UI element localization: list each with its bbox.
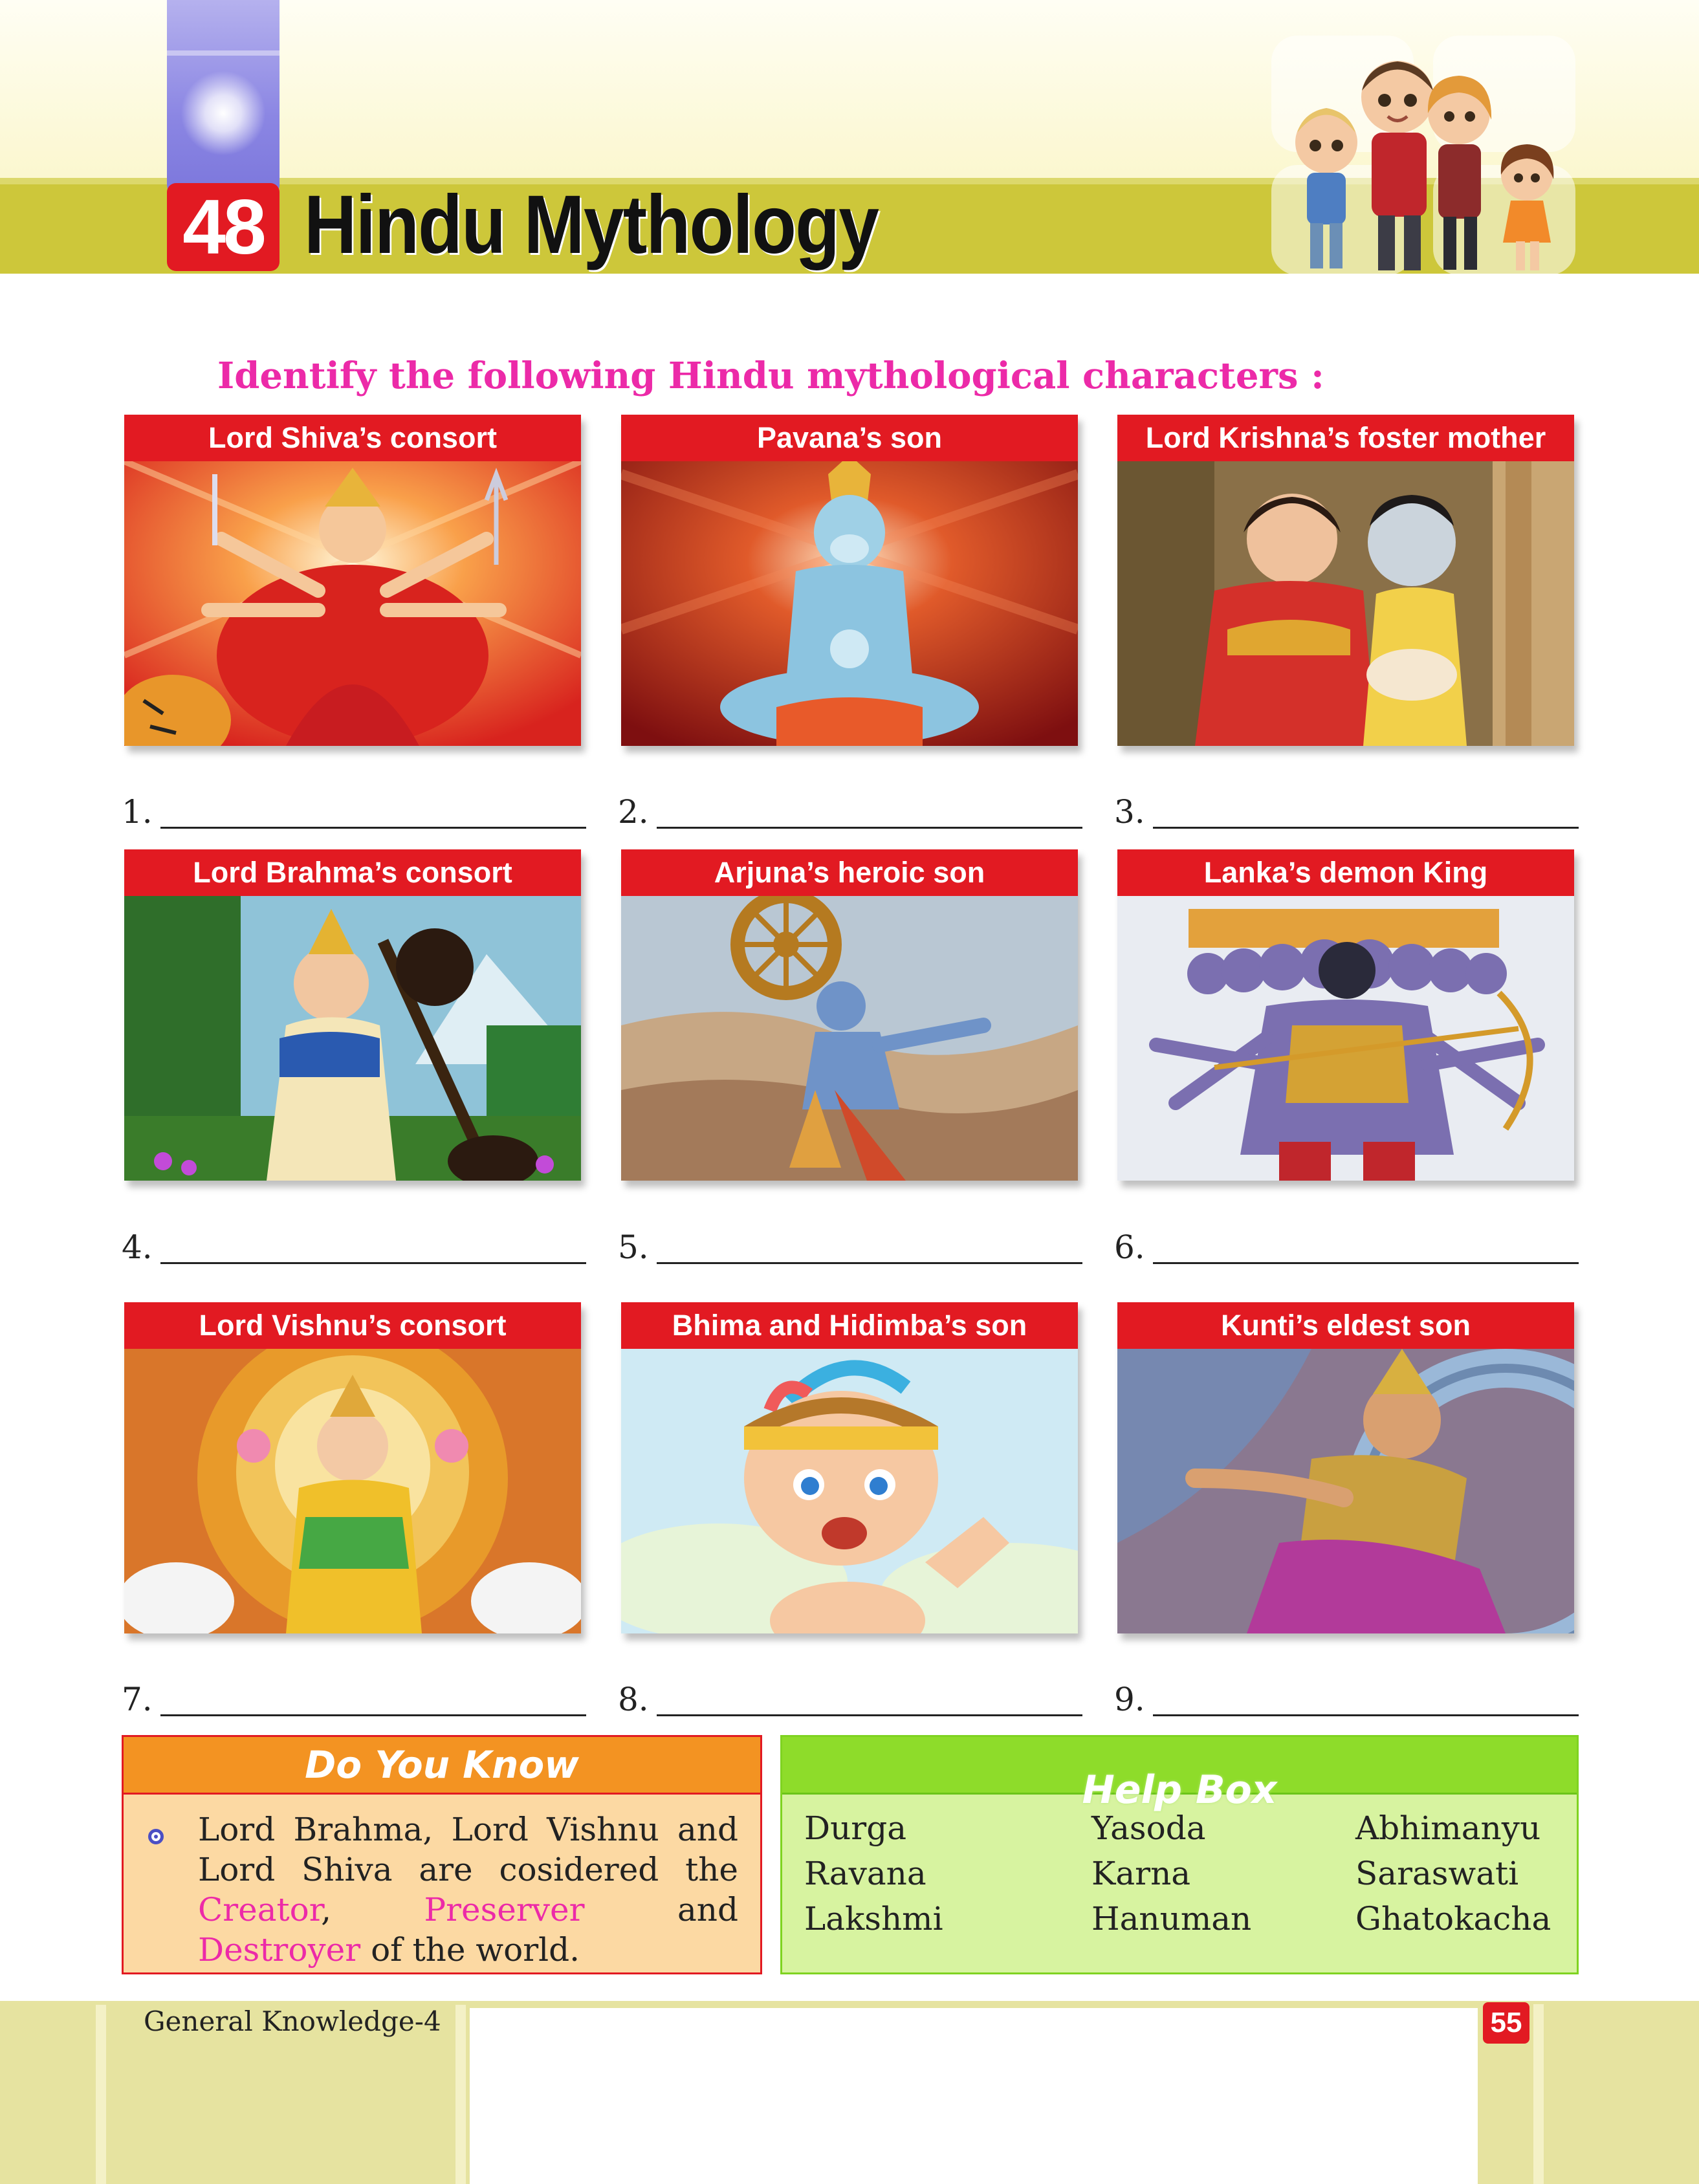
page-title: Hindu Mythology [304,179,879,271]
help-word: Hanuman [1091,1900,1252,1938]
footer-panel-right [1544,2004,1699,2184]
card-caption: Lord Krishna’s foster mother [1117,415,1574,461]
answer-field-5[interactable]: 5. [618,1225,1082,1270]
help-box [780,1735,1579,1974]
footer-panel-left [0,2004,96,2184]
card-caption: Lord Vishnu’s consort [124,1302,581,1349]
help-word: Saraswati [1355,1855,1519,1892]
page-number: 55 [1483,2002,1529,2044]
answer-field-8[interactable]: 8. [618,1677,1082,1722]
card-caption: Arjuna’s heroic son [621,849,1078,896]
character-card-3 [1117,415,1574,746]
card-caption: Lord Brahma’s consort [124,849,581,896]
help-box-title: Help Box [1082,1767,1277,1813]
hanuman-image [621,461,1078,746]
do-you-know-title: Do You Know [124,1737,760,1795]
chapter-tab [167,0,280,194]
help-word: Durga [804,1809,907,1847]
help-word: Abhimanyu [1355,1809,1541,1847]
character-card-4 [124,849,581,1181]
help-word: Ravana [804,1855,926,1892]
help-word: Karna [1091,1855,1191,1892]
chapter-number: 48 [167,183,280,271]
card-caption: Bhima and Hidimba’s son [621,1302,1078,1349]
character-card-5 [621,849,1078,1181]
durga-image [124,461,581,746]
card-caption: Lanka’s demon King [1117,849,1574,896]
cartoon-family-icon [1271,36,1575,275]
character-card-1 [124,415,581,746]
do-you-know-text: Lord Brahma, Lord Vishnu and Lord Shiva are cosidered the Creator, Preserver and Destroyer of the world. [198,1811,738,1969]
book-title: General Knowledge-4 [144,2005,441,2037]
yasoda-image [1117,461,1574,746]
ghatokacha-image [621,1349,1078,1633]
answer-field-1[interactable]: 1. [122,789,586,835]
card-caption: Lord Shiva’s consort [124,415,581,461]
family-illustration [1271,36,1575,275]
character-card-6 [1117,849,1574,1181]
abhimanyu-image [621,896,1078,1181]
instruction-heading: Identify the following Hindu mythological characters : [217,355,1324,397]
character-card-2 [621,415,1078,746]
lakshmi-image [124,1349,581,1633]
karna-image [1117,1349,1574,1633]
help-word: Ghatokacha [1355,1900,1551,1938]
help-word: Yasoda [1091,1809,1206,1847]
bullet-icon [148,1829,164,1844]
answer-field-7[interactable]: 7. [122,1677,586,1722]
answer-field-9[interactable]: 9. [1114,1677,1579,1722]
answer-field-2[interactable]: 2. [618,789,1082,835]
character-card-8 [621,1302,1078,1633]
character-card-7 [124,1302,581,1633]
ravana-image [1117,896,1574,1181]
character-card-9 [1117,1302,1574,1633]
card-caption: Pavana’s son [621,415,1078,461]
do-you-know-box [122,1735,762,1974]
help-word: Lakshmi [804,1900,943,1938]
card-caption: Kunti’s eldest son [1117,1302,1574,1349]
answer-field-4[interactable]: 4. [122,1225,586,1270]
answer-field-3[interactable]: 3. [1114,789,1579,835]
answer-field-6[interactable]: 6. [1114,1225,1579,1270]
saraswati-image [124,896,581,1181]
